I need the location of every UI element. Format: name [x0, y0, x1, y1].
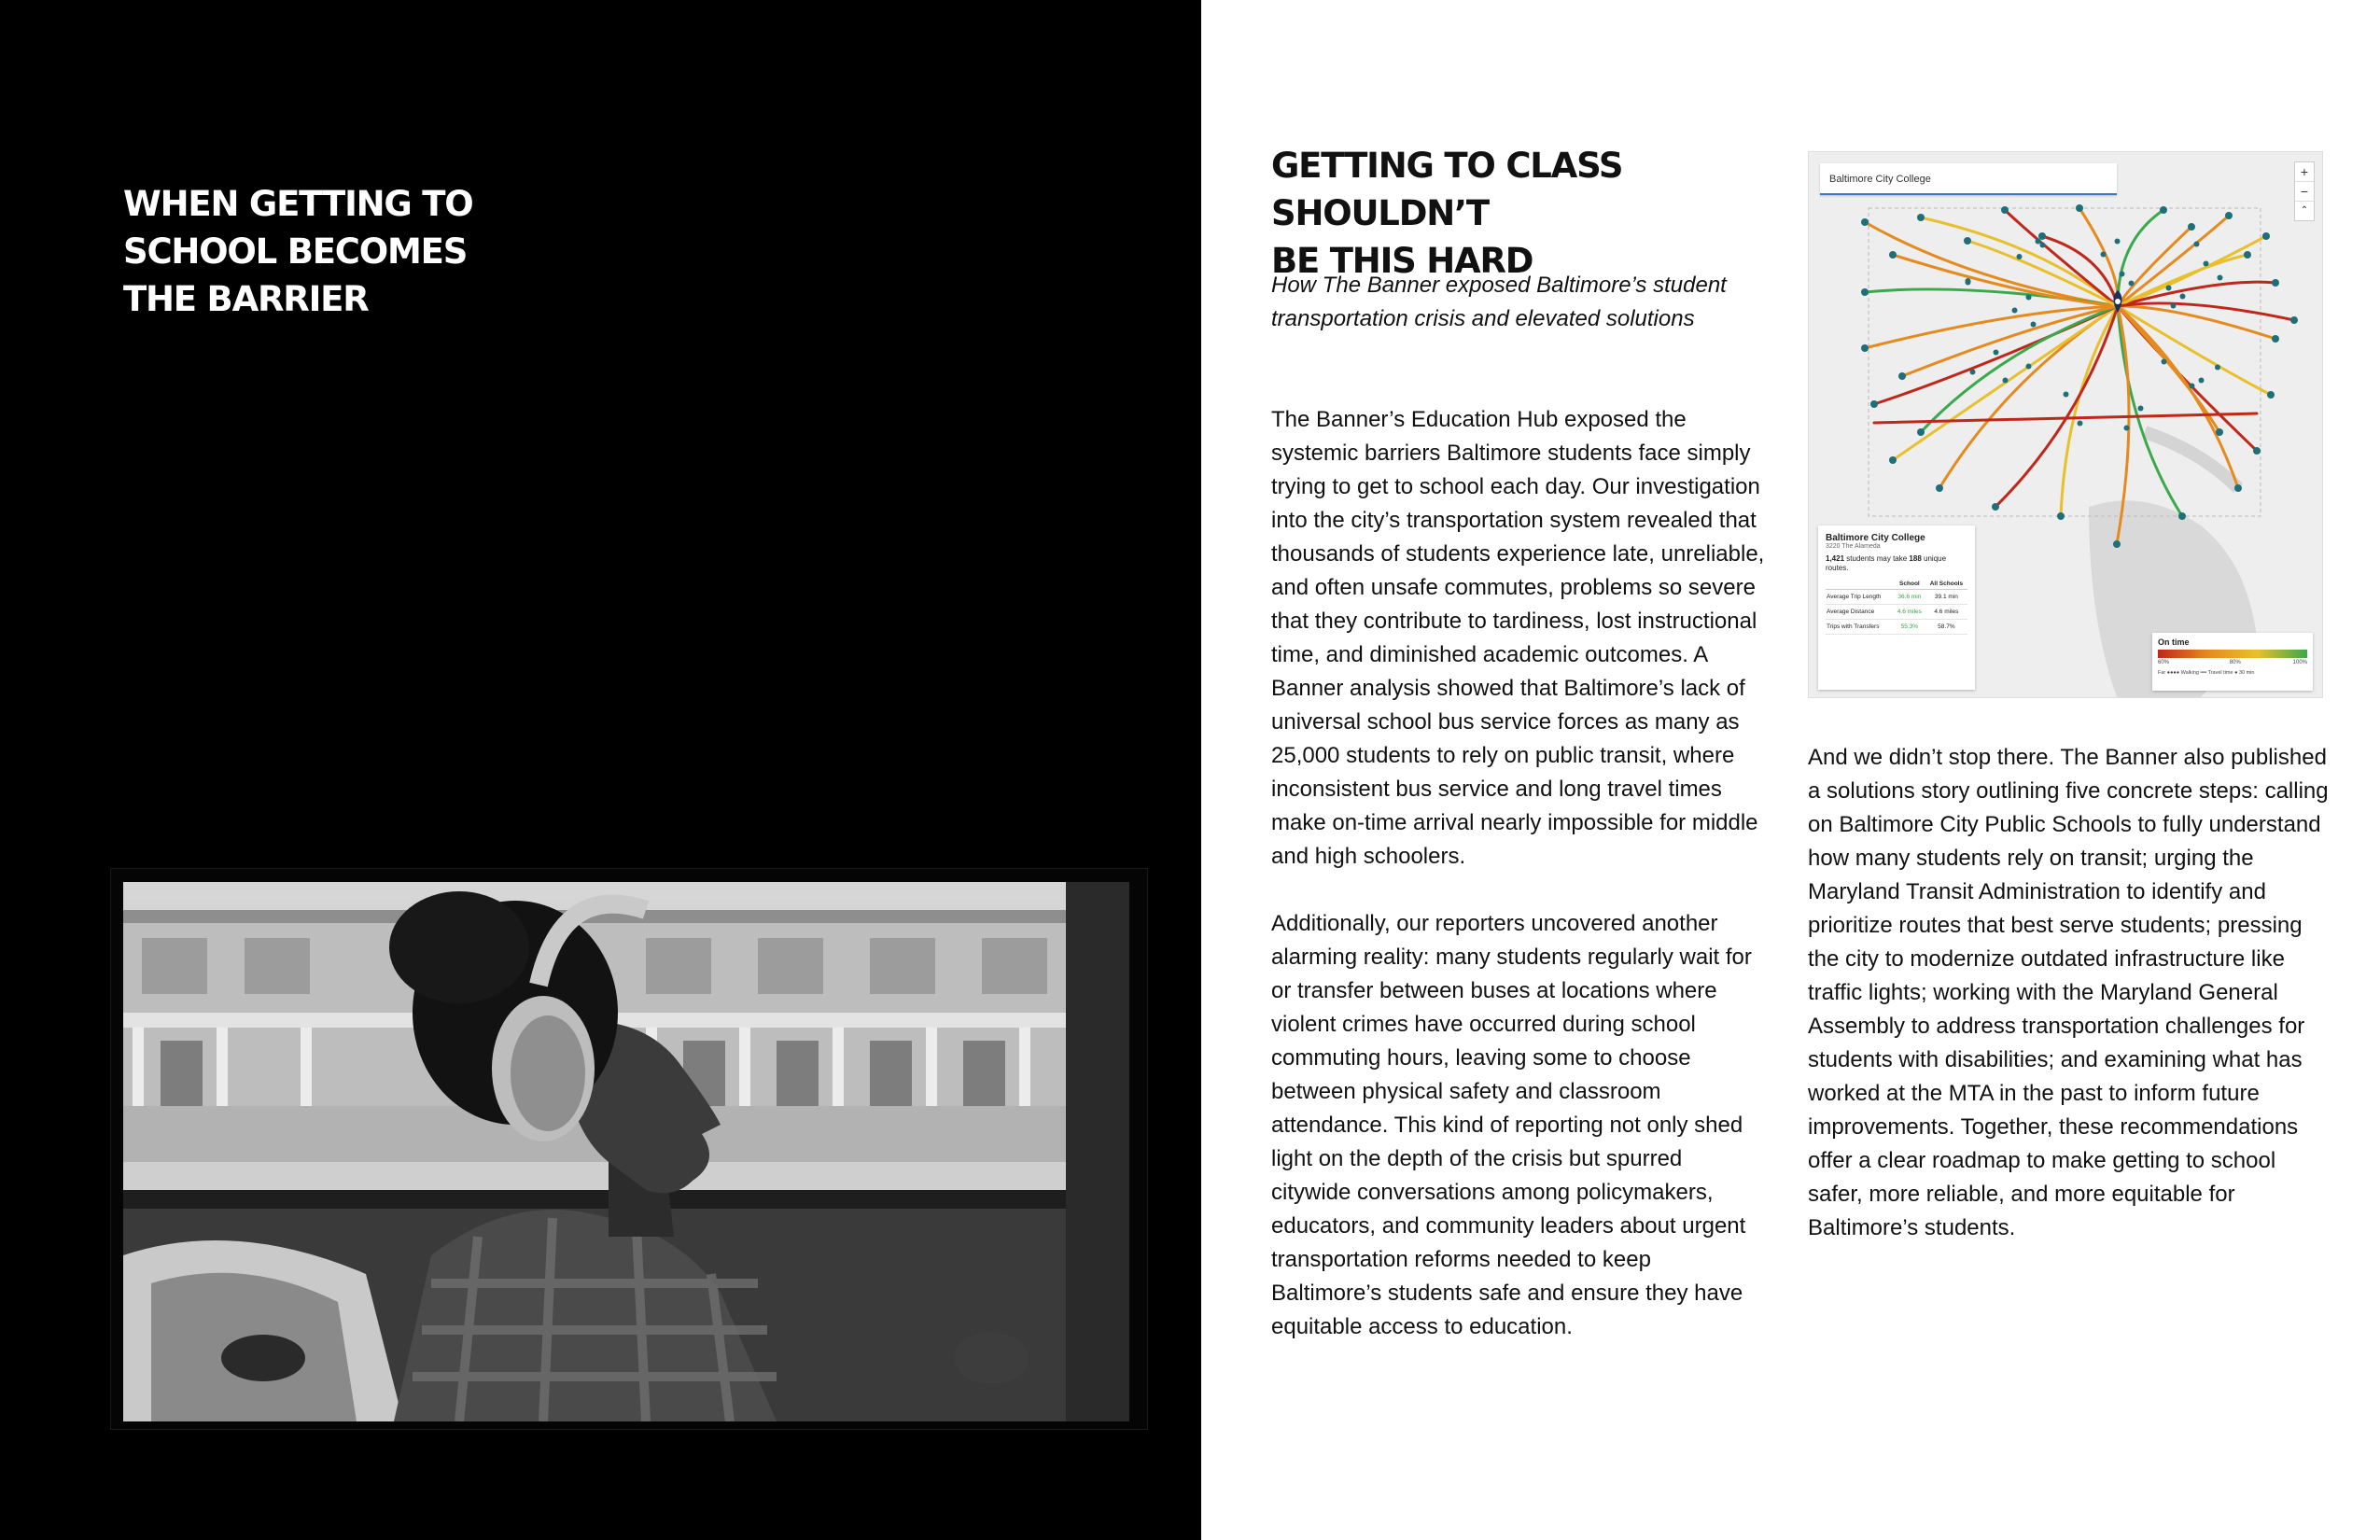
- legend-tick: 60%: [2158, 660, 2170, 665]
- transit-stop-marker: [2272, 335, 2279, 343]
- transit-stop-marker: [2129, 281, 2135, 287]
- article-paragraph-3: And we didn’t stop there. The Banner also published a solutions story outlining five concrete steps: calling on Baltimore City Public Schools to fully understand how many students rely on transit; urging the Maryland Transit Administration to identify and prioritize routes that best serve students; pressing the city to modernize outdated infrastructure like traffic lights; working with the Maryland General Assembly to address transportation challenges for students with disabilities; and examining what has worked at the MTA in the past to inform future improvements. Together, these recommendations offer a clear roadmap to make getting to school safer, more reliable, and more equitable for Baltimore’s students.: [1808, 745, 2329, 1240]
- students-count: 1,421: [1826, 554, 1845, 563]
- transit-stop-marker: [2225, 212, 2233, 219]
- transit-stop-marker: [2166, 286, 2172, 291]
- article-column-2: [1808, 741, 2331, 1245]
- left-heading-line-3: THE BARRIER: [123, 279, 369, 319]
- transit-stop-marker: [2218, 275, 2223, 281]
- transit-stop-marker: [1889, 456, 1897, 464]
- transit-stop-marker: [2290, 316, 2298, 324]
- routes-text: unique routes.: [1826, 554, 1947, 572]
- left-heading: [123, 180, 609, 323]
- transit-stop-marker: [2162, 359, 2167, 365]
- table-row: [1826, 620, 1967, 635]
- article-paragraph-2: Additionally, our reporters uncovered another alarming reality: many students regularly wait for or transfer between buses at locations where violent crimes have occurred during school commuting hours, leaving some to choose between physical safety and classroom attendance. This kind of reporting not only shed light on the depth of the crisis but spurred citywide conversations among policymakers, educators, and community leaders about urgent transportation reforms needed to keep Baltimore’s students safe and ensure they have equitable access to education.: [1271, 911, 1752, 1339]
- transit-stop-marker: [2026, 295, 2032, 301]
- legend-key: Travel time: [2207, 670, 2233, 676]
- article-heading-line-1: GETTING TO CLASS SHOULDN’T: [1271, 146, 1623, 233]
- transit-stop-marker: [2031, 322, 2037, 328]
- transit-stop-marker: [2244, 251, 2251, 259]
- transit-stop-marker: [1861, 288, 1869, 296]
- transit-stop-marker: [1992, 503, 1999, 511]
- transit-stop-marker: [2040, 243, 2046, 248]
- transit-stop-marker: [1917, 428, 1925, 436]
- article-subtitle: How The Banner exposed Baltimore’s student transportation crisis and elevated solutions: [1271, 273, 1727, 331]
- transit-stop-marker: [2017, 254, 2023, 259]
- left-heading-line-1: WHEN GETTING TO: [123, 184, 473, 224]
- transit-stop-marker: [2216, 428, 2223, 436]
- school-address: 3220 The Alameda: [1826, 543, 1881, 550]
- transit-stop-marker: [2199, 378, 2205, 384]
- transit-stop-marker: [2178, 512, 2186, 520]
- student-on-bus-photo: [123, 882, 1129, 1421]
- left-heading-line-2: SCHOOL BECOMES: [123, 231, 468, 272]
- school-stats-table: [1826, 579, 1967, 635]
- school-search-input[interactable]: Baltimore City College: [1820, 163, 2117, 195]
- zoom-controls: [2294, 161, 2315, 221]
- transit-stop-marker: [2036, 239, 2041, 245]
- transit-stop-marker: [1970, 370, 1976, 375]
- table-cell: Average Distance: [1826, 605, 1894, 620]
- table-row: [1826, 605, 1967, 620]
- transit-stop-marker: [2194, 242, 2200, 247]
- transit-stop-marker: [2180, 294, 2186, 300]
- legend-keys: Far ●●●● Walking ━━ Travel time ● 30 min: [2158, 670, 2255, 676]
- transit-stop-marker: [2253, 447, 2261, 455]
- transit-stop-marker: [2204, 261, 2209, 267]
- transit-stop-marker: [2064, 392, 2069, 398]
- transit-stop-marker: [2124, 426, 2130, 431]
- school-pin-dot: [2115, 299, 2121, 304]
- transit-stop-marker: [2101, 252, 2107, 258]
- transit-stop-marker: [2188, 223, 2195, 231]
- reset-north-button[interactable]: ⌃: [2300, 205, 2309, 216]
- article-heading-line-2: BE THIS HARD: [1271, 241, 1533, 281]
- transit-stop-marker: [2113, 540, 2121, 548]
- transit-stop-marker: [2026, 364, 2032, 370]
- transit-stop-marker: [2171, 303, 2177, 309]
- photo-illustration: [123, 882, 1129, 1421]
- transit-stop-marker: [1966, 280, 1971, 286]
- transit-stop-marker: [2272, 279, 2279, 287]
- transit-stop-marker: [2038, 232, 2046, 240]
- school-name: Baltimore City College: [1826, 533, 1925, 543]
- transit-stop-marker: [2138, 406, 2144, 412]
- transit-stop-marker: [2234, 484, 2242, 492]
- routes-count: 188: [1909, 554, 1922, 563]
- transit-stop-marker: [2012, 308, 2018, 314]
- legend-tick: 80%: [2229, 660, 2241, 665]
- table-header-row: [1826, 579, 1967, 590]
- table-cell: 39.1 min: [1925, 590, 1967, 605]
- on-time-legend: [2152, 633, 2313, 691]
- transit-stop-marker: [1964, 237, 1971, 245]
- students-text: students may take: [1846, 554, 1908, 563]
- table-cell: 4.6 miles: [1894, 605, 1925, 620]
- table-cell: Average Trip Length: [1826, 590, 1894, 605]
- transit-stop-marker: [2003, 378, 2009, 384]
- legend-key: 30 min: [2238, 670, 2255, 676]
- transit-stop-marker: [2057, 512, 2065, 520]
- legend-tick: 100%: [2292, 660, 2307, 665]
- table-row: [1826, 590, 1967, 605]
- transit-stop-marker: [2267, 391, 2275, 399]
- transit-stop-marker: [1889, 251, 1897, 259]
- transit-stop-marker: [2076, 204, 2083, 212]
- transit-map[interactable]: [1808, 151, 2323, 698]
- transit-stop-marker: [1936, 484, 1943, 492]
- table-cell: 55.3%: [1894, 620, 1925, 635]
- transit-stop-marker: [1917, 214, 1925, 221]
- table-cell: 58.7%: [1925, 620, 1967, 635]
- transit-stop-marker: [2078, 421, 2083, 427]
- legend-key: Far: [2158, 670, 2166, 676]
- table-header: [1826, 579, 1894, 590]
- transit-stop-marker: [2001, 206, 2009, 214]
- transit-stop-marker: [2262, 232, 2270, 240]
- zoom-out-button[interactable]: −: [2295, 182, 2314, 202]
- transit-stop-marker: [2120, 272, 2125, 277]
- legend-key: Walking: [2180, 670, 2199, 676]
- table-cell: 36.6 min: [1894, 590, 1925, 605]
- article-column-1: [1271, 403, 1766, 1344]
- transit-stop-marker: [2115, 239, 2121, 245]
- students-summary: [1826, 554, 1967, 573]
- transit-stop-marker: [2160, 206, 2167, 214]
- legend-ticks: [2158, 660, 2307, 668]
- transit-stop-marker: [1861, 344, 1869, 352]
- table-cell: Trips with Transfers: [1826, 620, 1894, 635]
- legend-gradient-bar: [2158, 650, 2307, 658]
- article-paragraph-1: The Banner’s Education Hub exposed the systemic barriers Baltimore students face simply trying to get to school each day. Our investigation into the city’s transportation system revealed that thousands of students experience late, unreliable, and often unsafe commutes, problems so severe that they contribute to tardiness, lost instructional time, and diminished academic outcomes. A Banner analysis showed that Baltimore’s lack of universal school bus service forces as many as 25,000 students to rely on public transit, where inconsistent bus service and long travel times make on-time arrival nearly impossible for middle and high schoolers.: [1271, 407, 1765, 869]
- zoom-in-button[interactable]: +: [2295, 162, 2314, 182]
- transit-stop-marker: [2190, 384, 2195, 389]
- transit-stop-marker: [2215, 365, 2220, 371]
- table-header: School: [1894, 579, 1925, 590]
- transit-stop-marker: [1898, 372, 1906, 380]
- article-heading: [1271, 142, 1757, 285]
- table-cell: 4.6 miles: [1925, 605, 1967, 620]
- legend-title: On time: [2158, 637, 2190, 647]
- transit-stop-marker: [1994, 350, 1999, 356]
- transit-stop-marker: [1870, 400, 1878, 408]
- transit-stop-marker: [1861, 218, 1869, 226]
- table-header: All Schools: [1925, 579, 1967, 590]
- school-info-panel: [1818, 525, 1975, 690]
